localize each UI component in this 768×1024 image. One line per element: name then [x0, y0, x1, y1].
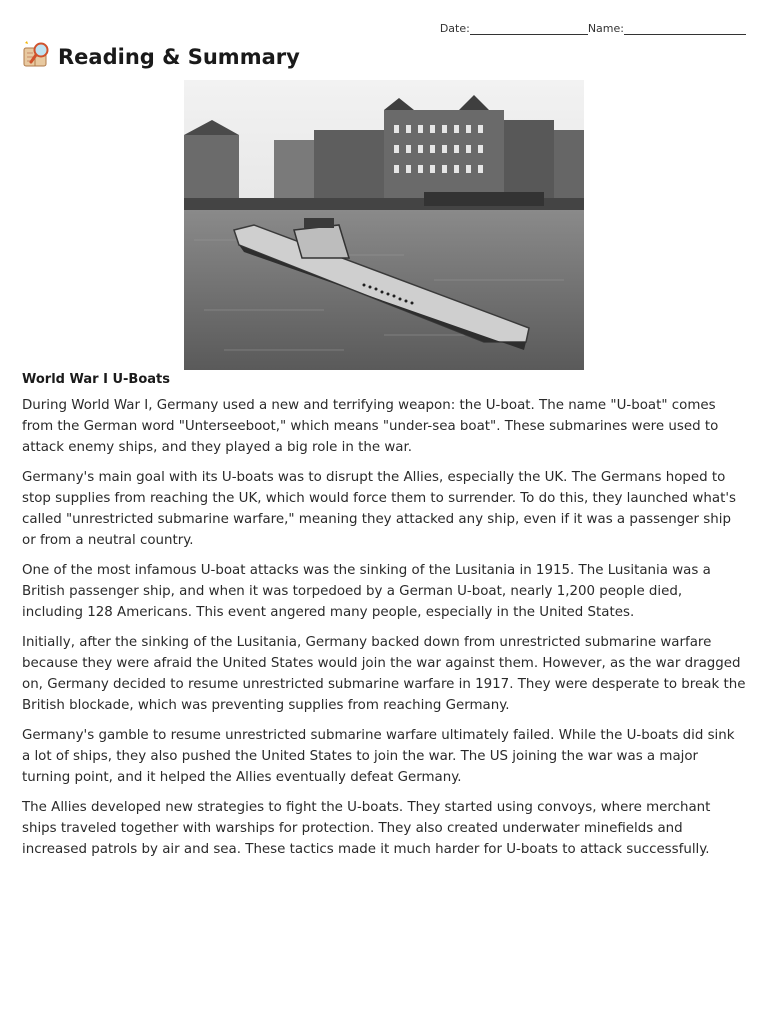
paragraph-6: The Allies developed new strategies to fight the U-boats. They started using convoys, where merchant ships traveled together with warships for protection. They also created underwater minefields and increased patrols by air and sea. These tactics made it much harder for U-boats to attack successfully. [22, 800, 711, 857]
title-row [22, 40, 300, 74]
date-label: Date: [439, 22, 470, 35]
paragraph-1: During World War I, Germany used a new and terrifying weapon: the U-boat. The name "U-boat" comes from the German word "Unterseeboot," which means "under-sea boat". These submarines were used to attack enemy ships, and they played a big role in the war. [22, 398, 719, 455]
name-blank-line[interactable] [624, 24, 746, 35]
paragraph-3: One of the most infamous U-boat attacks was the sinking of the Lusitania in 1915. The Lusitania was a British passenger ship, and when it was torpedoed by a German U-boat, nearly 1,200 people died, including 128 Americans. This event angered many people, especially in the United States. [22, 563, 711, 620]
worksheet-header [440, 22, 746, 35]
book-magnifier-icon [22, 40, 52, 74]
paragraph-4: Initially, after the sinking of the Lusitania, Germany backed down from unrestricted submarine warfare because they were afraid the United States would join the war against them. However, as the war dragged on, Germany decided to resume unrestricted submarine warfare in 1917. They were desperate to break the British blockade, which was preventing supplies from reaching Germany. [22, 635, 746, 713]
paragraph-2: Germany's main goal with its U-boats was to disrupt the Allies, especially the UK. The Germans hoped to stop supplies from reaching the UK, which would force them to surrender. To do this, they launched what's called "unrestricted submarine warfare," meaning they attacked any ship, even if it was a passenger ship or from a neutral country. [22, 470, 736, 548]
article-heading: World War I U-Boats [22, 372, 170, 387]
paragraph-5: Germany's gamble to resume unrestricted submarine warfare ultimately failed. While the U-boats did sink a lot of ships, they also pushed the United States to join the war. The US joining the war was a major turning point, and it helped the Allies eventually defeat Germany. [22, 728, 735, 785]
date-blank-line[interactable] [470, 24, 588, 35]
name-label: Name: [587, 22, 624, 35]
article [22, 372, 746, 869]
page-title: Reading & Summary [58, 45, 300, 69]
uboat-photo [184, 80, 584, 370]
